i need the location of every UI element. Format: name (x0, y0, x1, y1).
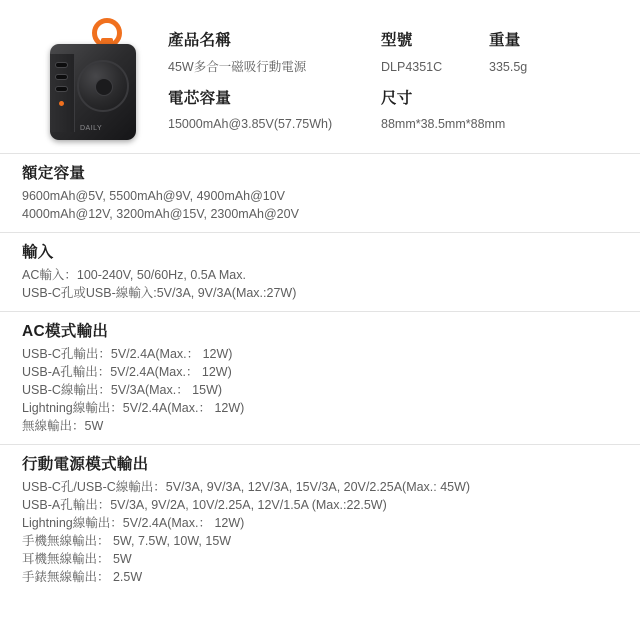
lightning-port-icon (55, 86, 68, 92)
usb-c-port-icon (55, 74, 68, 80)
value-weight: 335.5g (489, 59, 528, 74)
usb-port-icon (55, 62, 68, 68)
section-line: USB-A孔輸出：5V/3A, 9V/2A, 10V/2.25A, 12V/1.5A (Max.:22.5W) (22, 498, 387, 512)
section-line: 無線輸出：5W (22, 419, 104, 433)
section-line: AC輸入：100-240V, 50/60Hz, 0.5A Max. (22, 268, 246, 282)
label-cell-capacity: 電芯容量 (168, 89, 232, 107)
section-title: AC模式輸出 (22, 323, 109, 340)
section-line: USB-C孔輸出：5V/2.4A(Max.： 12W) (22, 347, 233, 361)
value-size: 88mm*38.5mm*88mm (381, 117, 506, 132)
section-line: 耳機無線輸出： 5W (22, 552, 132, 566)
section-title: 行動電源模式輸出 (22, 456, 149, 473)
section-line: USB-C線輸出：5V/3A(Max.： 15W) (22, 383, 223, 397)
section-line: 手錶無線輸出： 2.5W (22, 570, 143, 584)
spec-grid (168, 14, 618, 143)
magnetic-charging-pad (77, 60, 129, 112)
section-power-bank-mode-output (0, 444, 640, 595)
brand-mark: DAILY (80, 125, 103, 132)
label-size: 尺寸 (381, 89, 413, 107)
section-input (0, 232, 640, 311)
section-title: 額定容量 (22, 165, 86, 182)
power-bank-illustration (40, 18, 150, 143)
section-line: USB-C孔/USB-C線輸出：5V/3A, 9V/3A, 12V/3A, 15V/3A, 20V/2.25A(Max.: 45W) (22, 480, 471, 494)
section-line: 4000mAh@12V, 3200mAh@15V, 2300mAh@20V (22, 207, 299, 221)
product-summary (0, 0, 640, 153)
product-image (22, 14, 168, 143)
section-line: Lightning線輸出：5V/2.4A(Max.： 12W) (22, 401, 245, 415)
value-product-name: 45W多合一磁吸行動電源 (168, 59, 307, 74)
led-indicator-icon (59, 101, 64, 106)
label-spacer (489, 88, 618, 113)
section-line: USB-A孔輸出：5V/2.4A(Max.： 12W) (22, 365, 232, 379)
section-line: USB-C孔或USB-線輸入:5V/3A, 9V/3A(Max.:27W) (22, 286, 297, 300)
section-rated-capacity (0, 153, 640, 232)
value-model: DLP4351C (381, 59, 443, 74)
label-weight: 重量 (489, 32, 521, 49)
section-line: 9600mAh@5V, 5500mAh@9V, 4900mAh@10V (22, 189, 286, 203)
section-line: Lightning線輸出：5V/2.4A(Max.： 12W) (22, 516, 245, 530)
section-title: 輸入 (22, 244, 54, 261)
label-model: 型號 (381, 32, 413, 49)
label-product-name: 產品名稱 (168, 32, 232, 49)
section-line: 手機無線輸出： 5W, 7.5W, 10W, 15W (22, 534, 232, 548)
section-ac-mode-output (0, 311, 640, 444)
power-bank-body (50, 44, 136, 140)
value-cell-capacity: 15000mAh@3.85V(57.75Wh) (168, 117, 333, 132)
